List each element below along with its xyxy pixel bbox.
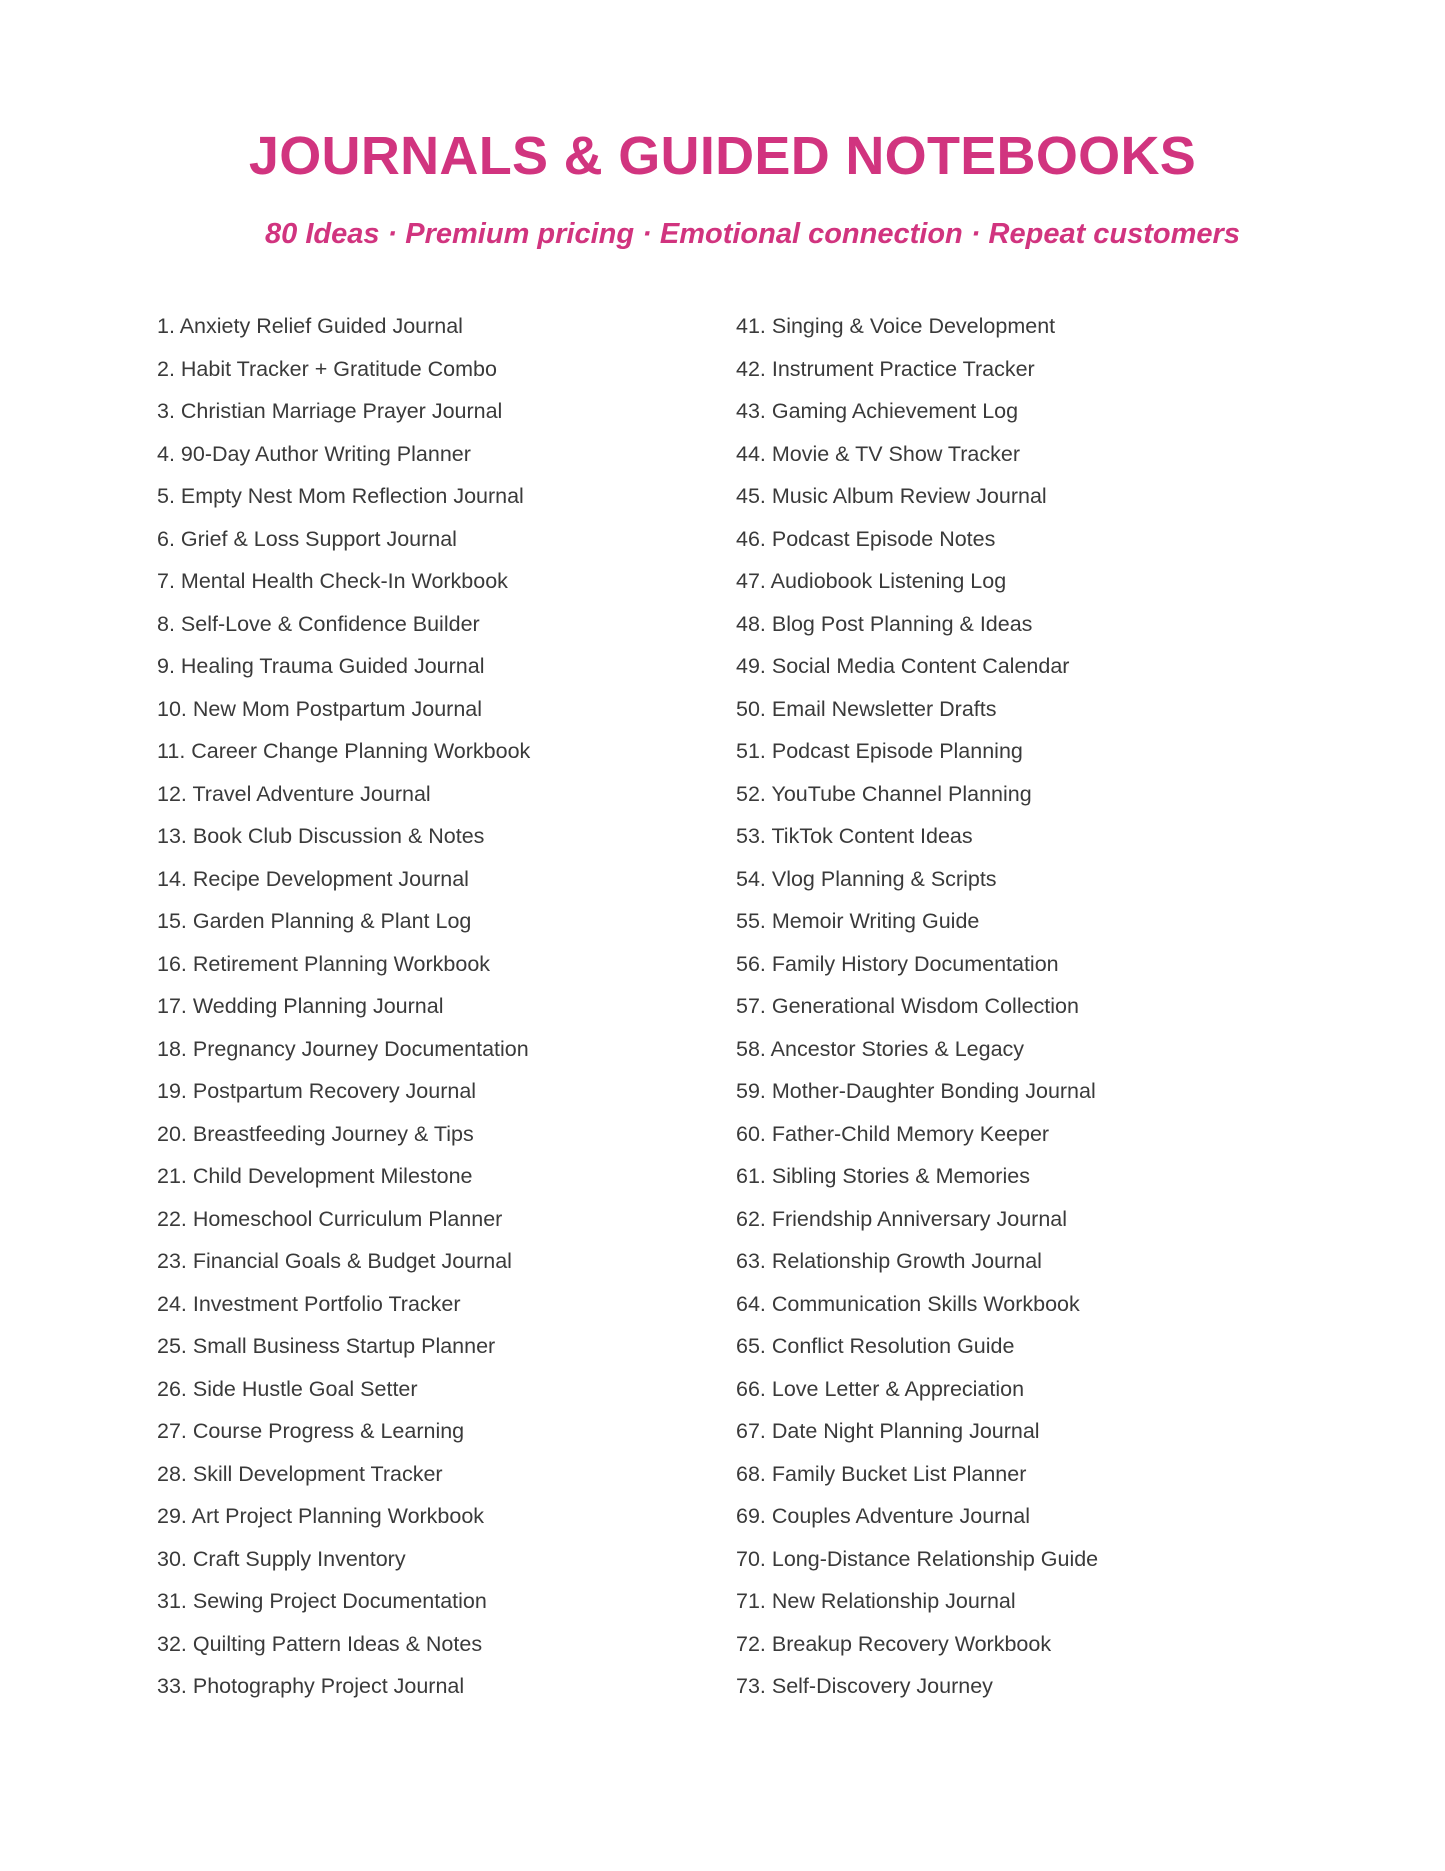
list-item: 56. Family History Documentation — [736, 951, 1059, 976]
list-item: 50. Email Newsletter Drafts — [736, 696, 997, 721]
list-item: 24. Investment Portfolio Tracker — [157, 1291, 461, 1316]
list-item: 21. Child Development Milestone — [157, 1164, 473, 1188]
list-item: 16. Retirement Planning Workbook — [157, 951, 491, 976]
list-item: 48. Blog Post Planning & Ideas — [736, 611, 1033, 636]
list-item: 73. Self-Discovery Journey — [736, 1674, 993, 1698]
list-item: 25. Small Business Startup Planner — [157, 1334, 496, 1358]
list-item: 32. Quilting Pattern Ideas & Notes — [157, 1631, 483, 1656]
list-item: 55. Memoir Writing Guide — [736, 909, 980, 933]
list-item: 6. Grief & Loss Support Journal — [157, 526, 457, 551]
list-item: 27. Course Progress & Learning — [157, 1419, 465, 1443]
page-title: JOURNALS & GUIDED NOTEBOOKS — [248, 126, 1197, 186]
list-item: 70. Long-Distance Relationship Guide — [736, 1546, 1099, 1571]
list-item: 51. Podcast Episode Planning — [736, 739, 1023, 763]
list-item: 49. Social Media Content Calendar — [736, 654, 1070, 678]
list-item: 59. Mother-Daughter Bonding Journal — [736, 1079, 1096, 1103]
ideas-list-right — [736, 308, 1356, 1711]
list-item: 14. Recipe Development Journal — [157, 866, 469, 891]
list-item: 1. Anxiety Relief Guided Journal — [157, 314, 463, 338]
list-item: 53. TikTok Content Ideas — [736, 824, 973, 848]
list-item: 5. Empty Nest Mom Reflection Journal — [157, 484, 524, 508]
list-item: 43. Gaming Achievement Log — [736, 399, 1019, 423]
list-item: 54. Vlog Planning & Scripts — [736, 866, 997, 891]
ideas-list-left — [157, 308, 717, 1711]
list-item: 19. Postpartum Recovery Journal — [157, 1079, 477, 1103]
list-item: 42. Instrument Practice Tracker — [736, 356, 1035, 381]
list-item: 41. Singing & Voice Development — [736, 314, 1056, 338]
list-item: 46. Podcast Episode Notes — [736, 526, 996, 551]
list-item: 15. Garden Planning & Plant Log — [157, 909, 472, 933]
list-item: 66. Love Letter & Appreciation — [736, 1376, 1025, 1401]
list-item: 28. Skill Development Tracker — [157, 1461, 443, 1486]
list-item: 72. Breakup Recovery Workbook — [736, 1631, 1052, 1656]
list-item: 18. Pregnancy Journey Documentation — [157, 1036, 529, 1061]
list-item: 65. Conflict Resolution Guide — [736, 1334, 1015, 1358]
list-item: 23. Financial Goals & Budget Journal — [157, 1249, 512, 1273]
list-item: 61. Sibling Stories & Memories — [736, 1164, 1030, 1188]
list-item: 2. Habit Tracker + Gratitude Combo — [157, 356, 497, 381]
list-item: 11. Career Change Planning Workbook — [157, 739, 531, 763]
list-item: 17. Wedding Planning Journal — [157, 994, 444, 1018]
list-item: 60. Father-Child Memory Keeper — [736, 1121, 1050, 1146]
list-item: 20. Breastfeeding Journey & Tips — [157, 1121, 474, 1146]
list-item: 47. Audiobook Listening Log — [736, 569, 1007, 593]
list-item: 4. 90-Day Author Writing Planner — [157, 441, 471, 466]
list-item: 7. Mental Health Check-In Workbook — [157, 569, 508, 593]
list-item: 57. Generational Wisdom Collection — [736, 994, 1079, 1018]
list-item: 69. Couples Adventure Journal — [736, 1504, 1031, 1528]
list-item: 13. Book Club Discussion & Notes — [157, 824, 485, 848]
list-item: 12. Travel Adventure Journal — [157, 781, 431, 806]
list-item: 29. Art Project Planning Workbook — [157, 1504, 485, 1528]
list-item: 33. Photography Project Journal — [157, 1674, 465, 1698]
list-item: 62. Friendship Anniversary Journal — [736, 1206, 1068, 1231]
list-item: 3. Christian Marriage Prayer Journal — [157, 399, 503, 423]
list-item: 8. Self-Love & Confidence Builder — [157, 611, 480, 636]
list-item: 63. Relationship Growth Journal — [736, 1249, 1042, 1273]
list-item: 58. Ancestor Stories & Legacy — [736, 1036, 1025, 1061]
list-item: 52. YouTube Channel Planning — [736, 781, 1032, 806]
list-item: 68. Family Bucket List Planner — [736, 1461, 1027, 1486]
list-item: 9. Healing Trauma Guided Journal — [157, 654, 485, 678]
list-item: 30. Craft Supply Inventory — [157, 1546, 406, 1571]
list-item: 31. Sewing Project Documentation — [157, 1589, 487, 1613]
list-item: 71. New Relationship Journal — [736, 1589, 1016, 1613]
list-item: 10. New Mom Postpartum Journal — [157, 696, 483, 721]
list-item: 64. Communication Skills Workbook — [736, 1291, 1080, 1316]
list-item: 44. Movie & TV Show Tracker — [736, 441, 1020, 466]
list-item: 26. Side Hustle Goal Setter — [157, 1376, 418, 1401]
page-subtitle: 80 Ideas · Premium pricing · Emotional connection · Repeat customers — [265, 218, 1240, 250]
list-item: 22. Homeschool Curriculum Planner — [157, 1206, 503, 1231]
list-item: 45. Music Album Review Journal — [736, 484, 1047, 508]
list-item: 67. Date Night Planning Journal — [736, 1419, 1040, 1443]
